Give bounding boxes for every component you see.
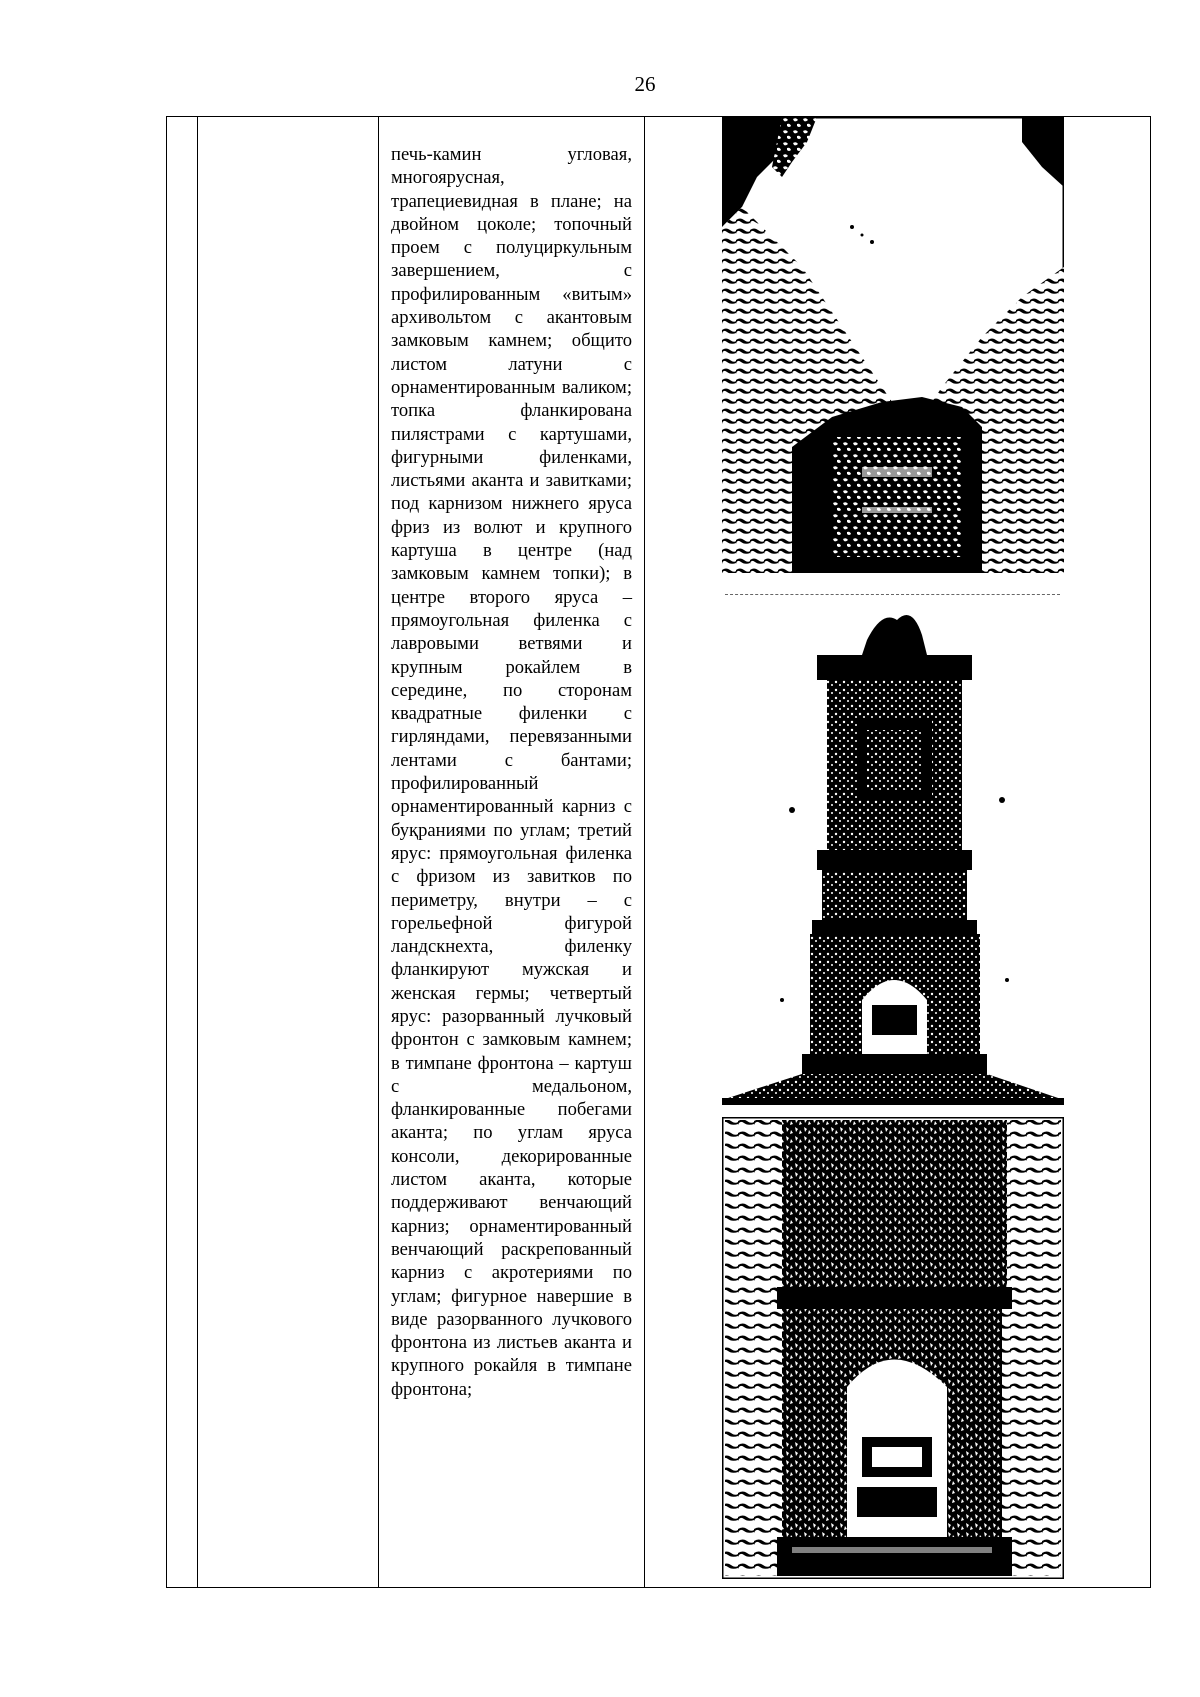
document-table xyxy=(166,116,1151,1588)
description-cell xyxy=(379,117,645,1588)
name-cell xyxy=(198,117,379,1588)
photo-stove-detail xyxy=(722,1117,1064,1579)
index-cell xyxy=(167,117,198,1588)
photo-full-stove-icon xyxy=(722,600,1064,1105)
page-number: 26 xyxy=(634,72,656,96)
table-row xyxy=(167,117,1151,1588)
photo-stove-full xyxy=(722,600,1064,1105)
photo-corner-ceiling-icon xyxy=(722,117,1064,573)
description-text: печь-камин угловая, многоярусная, трапециевидная в плане; на двойном цоколе; топочный проем с полуциркульным завершением, с профилированным «витым» архивольтом с акантовым замковым камнем; общито листом латуни с орнаментированным валиком; топка фланкирована пилястрами с картушами, фигурными филенками, листьями аканта и завитками; под карнизом нижнего яруса фриз из волют и крупного картуша в центре (над замковым камнем топки); в центре второго яруса – прямоугольная филенка с лавровыми ветвями и крупным рокайлем в середине, по сторонам квадратные филенки с гирляндами, перевязанными лентами с бантами; профилированный орнаментированный карниз с буқраниями по углам; третий ярус: прямоугольная филенка с фризом из завитков по периметру, внутри – с горельефной фигурой ландскнехта, филенку фланкируют мужская и женская гермы; четвертый ярус: разорванный лучковый фронтон с замковым камнем; в тимпане фронтона – картуш с медальоном, фланкированные побегами аканта; по углам яруса консоли, декорированные листом аканта, которые поддерживают венчающий карниз; орнаментированный венчающий раскрепованный карниз с акротериями по углам; фигурное навершие в виде разорванного лучкового фронтона из листьев аканта и крупного рокайля в тимпане фронтона; xyxy=(391,144,632,1400)
photo-stove-upper xyxy=(722,117,1064,573)
photo-divider xyxy=(725,594,1060,595)
photo-stove-detail-icon xyxy=(722,1117,1064,1579)
photo-cell xyxy=(645,117,1151,1588)
